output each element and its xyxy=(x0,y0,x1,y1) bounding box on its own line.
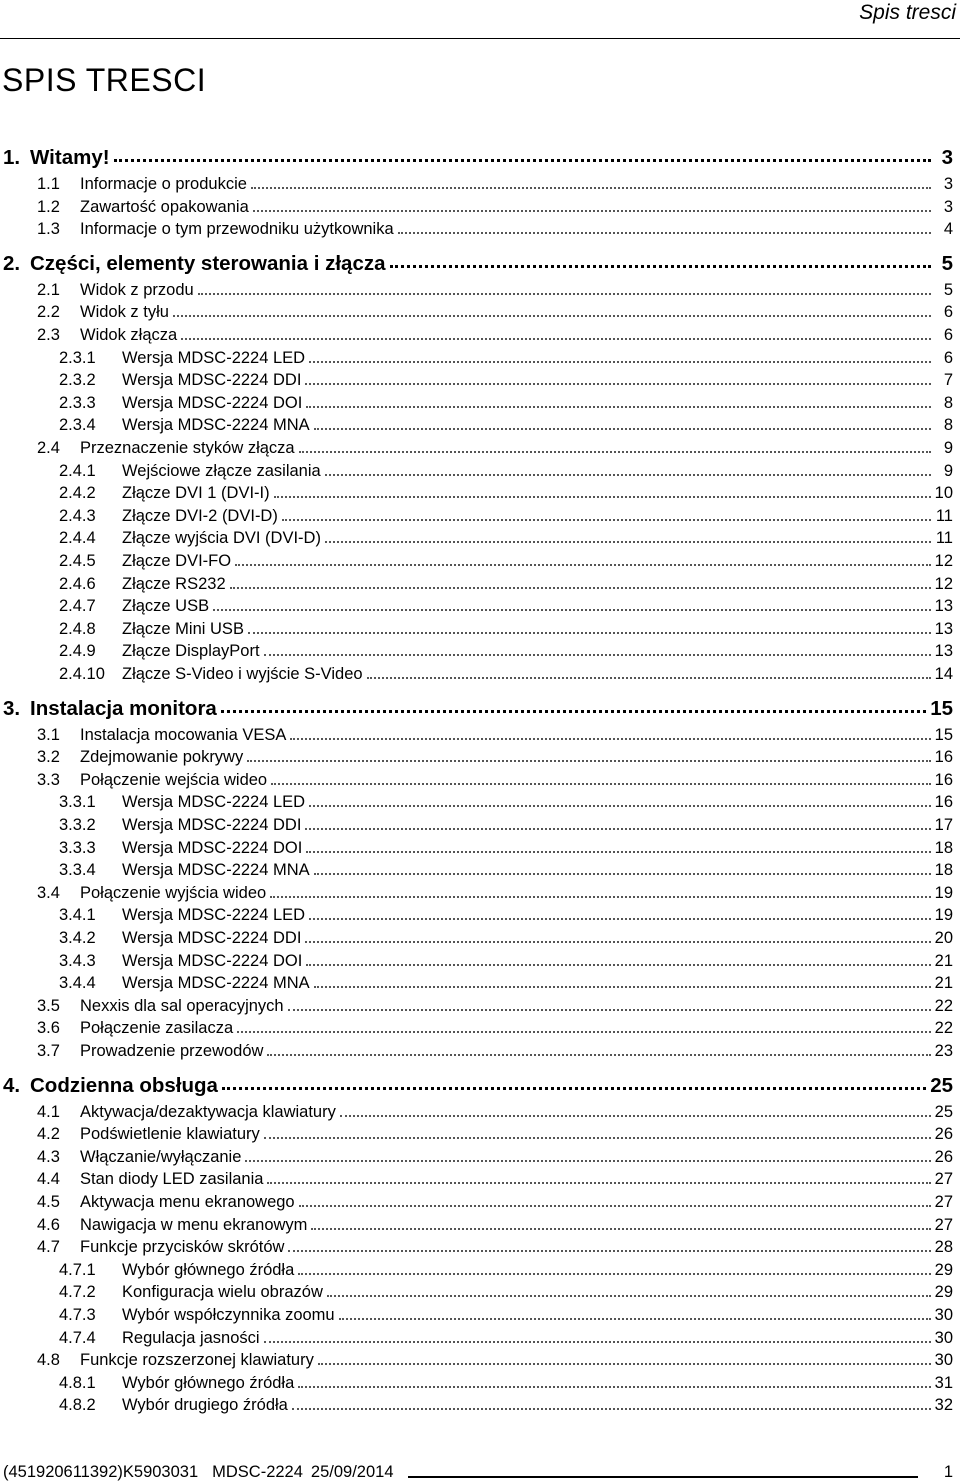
toc-entry-page: 11 xyxy=(935,529,953,548)
toc-dot-leader xyxy=(251,187,931,189)
toc-entry-page: 16 xyxy=(934,748,953,767)
toc-entry-page: 15 xyxy=(934,725,953,744)
toc-entry[interactable] xyxy=(0,926,953,948)
toc-entry-number: 4.3 xyxy=(37,1147,60,1166)
toc-entry-number: 2.4.1 xyxy=(59,461,96,480)
toc-entry[interactable] xyxy=(0,300,953,322)
toc-dot-leader xyxy=(305,828,930,830)
toc-entry-title: Połączenie wyjścia wideo xyxy=(80,883,267,902)
toc-entry-page: 23 xyxy=(934,1042,953,1060)
toc-entry-number: 2.3.1 xyxy=(59,348,96,367)
toc-entry[interactable] xyxy=(0,994,953,1016)
toc-entry-page: 28 xyxy=(934,1238,953,1257)
toc-entry[interactable] xyxy=(0,1258,953,1280)
toc-dot-leader xyxy=(222,1087,926,1090)
toc-entry-title: Aktywacja/dezaktywacja klawiatury xyxy=(80,1102,336,1121)
toc-entry[interactable] xyxy=(0,790,953,812)
toc-dot-leader xyxy=(274,496,931,498)
toc-entry-page: 27 xyxy=(934,1193,953,1211)
toc-entry[interactable] xyxy=(0,504,953,526)
toc-dot-leader xyxy=(213,609,931,611)
footer-page-number: 1 xyxy=(943,1463,953,1481)
toc-entry-number: 3.4.1 xyxy=(59,906,96,925)
toc-entry-page: 5 xyxy=(941,251,953,275)
toc-entry-number: 3.4.2 xyxy=(59,929,96,947)
toc-entry-number: 1.3 xyxy=(37,220,60,239)
toc-entry-number: 4.4 xyxy=(37,1170,60,1189)
toc-entry[interactable] xyxy=(0,858,953,880)
toc-entry-title: Wersja MDSC-2224 DOI xyxy=(122,393,303,412)
toc-chapter-entry[interactable] xyxy=(0,142,953,168)
toc-entry-page: 11 xyxy=(935,506,953,525)
toc-entry-number: 2.4.8 xyxy=(59,619,96,638)
toc-entry-page: 7 xyxy=(943,371,953,390)
toc-entry[interactable] xyxy=(0,172,953,194)
toc-entry[interactable] xyxy=(0,549,953,571)
toc-entry-number: 1. xyxy=(3,146,21,169)
toc-entry[interactable] xyxy=(0,1393,953,1415)
toc-entry[interactable] xyxy=(0,323,953,345)
toc-dot-leader xyxy=(298,1273,930,1275)
toc-entry[interactable] xyxy=(0,346,953,368)
toc-entry-number: 2.4.5 xyxy=(59,552,96,570)
toc-entry-number: 3.6 xyxy=(37,1019,60,1038)
toc-entry-number: 3.3.2 xyxy=(59,816,96,834)
toc-entry-number: 3.3.3 xyxy=(59,838,96,857)
toc-dot-leader xyxy=(318,1363,931,1365)
toc-entry-page: 21 xyxy=(934,974,953,993)
toc-entry-title: Codzienna obsługa xyxy=(30,1073,218,1097)
toc-entry-title: Złącze S-Video i wyjście S-Video xyxy=(122,665,363,683)
toc-entry-title: Instalacja mocowania VESA xyxy=(80,725,287,744)
toc-dot-leader xyxy=(235,564,931,566)
toc-entry-title: Złącze Mini USB xyxy=(122,619,244,638)
toc-entry-title: Informacje o produkcie xyxy=(80,175,247,193)
toc-entry-title: Konfiguracja wielu obrazów xyxy=(122,1283,323,1302)
toc-dot-leader xyxy=(325,474,931,476)
toc-entry-title: Wybór głównego źródła xyxy=(122,1373,295,1392)
toc-entry-page: 6 xyxy=(943,348,953,367)
footer-doc-id: (451920611392)K5903031 xyxy=(3,1463,199,1481)
toc-entry-page: 19 xyxy=(934,883,953,902)
toc-entry-page: 19 xyxy=(934,906,953,925)
toc-dot-leader xyxy=(325,541,931,543)
toc-entry-page: 8 xyxy=(943,393,953,412)
toc-dot-leader xyxy=(314,873,931,875)
toc-entry-page: 26 xyxy=(934,1125,953,1144)
toc-dot-leader xyxy=(173,315,931,317)
toc-entry-number: 4.2 xyxy=(37,1125,60,1144)
toc-entry-page: 13 xyxy=(934,597,953,616)
toc-entry[interactable] xyxy=(0,723,953,745)
toc-entry-title: Złącze RS232 xyxy=(122,574,226,593)
toc-entry-number: 2. xyxy=(3,251,21,275)
toc-entry[interactable] xyxy=(0,949,953,971)
toc-dot-leader xyxy=(267,1182,930,1184)
toc-entry-title: Nawigacja w menu ekranowym xyxy=(80,1215,308,1234)
toc-entry-title: Wybór drugiego źródła xyxy=(122,1396,288,1415)
toc-entry-title: Wersja MDSC-2224 LED xyxy=(122,348,306,367)
toc-dot-leader xyxy=(114,159,931,162)
toc-dot-leader xyxy=(248,632,931,634)
toc-dot-leader xyxy=(264,1137,931,1139)
toc-entry-page: 12 xyxy=(934,552,953,570)
toc-entry-number: 2.3 xyxy=(37,326,60,344)
toc-dot-leader xyxy=(367,677,931,679)
toc-entry[interactable] xyxy=(0,1303,953,1325)
toc-entry-title: Funkcje rozszerzonej klawiatury xyxy=(80,1351,314,1370)
toc-entry-number: 3.1 xyxy=(37,725,60,744)
toc-dot-leader xyxy=(270,896,930,898)
toc-dot-leader xyxy=(271,783,931,785)
toc-entry[interactable] xyxy=(0,903,953,925)
toc-entry-number: 2.1 xyxy=(37,280,60,299)
toc-dot-leader xyxy=(309,918,931,920)
toc-dot-leader xyxy=(245,1160,930,1162)
toc-entry[interactable] xyxy=(0,768,953,790)
toc-dot-leader xyxy=(314,986,931,988)
toc-entry-title: Funkcje przycisków skrótów xyxy=(80,1238,285,1257)
toc-entry-page: 20 xyxy=(934,929,953,947)
toc-entry-number: 4.7.1 xyxy=(59,1260,96,1279)
toc-entry-number: 4.1 xyxy=(37,1102,60,1121)
toc-entry-page: 14 xyxy=(934,665,953,683)
toc-entry[interactable] xyxy=(0,745,953,767)
toc-entry-number: 4.5 xyxy=(37,1193,60,1211)
toc-dot-leader xyxy=(339,1318,931,1320)
footer-model: MDSC-2224 xyxy=(212,1463,303,1481)
toc-dot-leader xyxy=(247,760,930,762)
toc-entry-title: Widok złącza xyxy=(80,326,178,344)
toc-entry[interactable] xyxy=(0,368,953,390)
toc-dot-leader xyxy=(305,941,930,943)
toc-dot-leader xyxy=(292,1408,931,1410)
toc-entry-page: 30 xyxy=(934,1351,953,1370)
toc-entry[interactable] xyxy=(0,195,953,217)
toc-entry-page: 17 xyxy=(934,816,953,834)
toc-entry[interactable] xyxy=(0,278,953,300)
toc-entry-title: Złącze USB xyxy=(122,597,210,616)
toc-entry-title: Przeznaczenie styków złącza xyxy=(80,439,295,457)
toc-dot-leader xyxy=(288,1009,931,1011)
toc-entry-page: 30 xyxy=(934,1306,953,1324)
footer-rule xyxy=(408,1476,918,1478)
toc-entry[interactable] xyxy=(0,1016,953,1038)
toc-dot-leader xyxy=(230,587,931,589)
toc-dot-leader xyxy=(311,1228,930,1230)
toc-entry-number: 4.7.4 xyxy=(59,1328,96,1347)
toc-dot-leader xyxy=(288,1250,930,1252)
toc-dot-leader xyxy=(314,428,931,430)
toc-entry-title: Wersja MDSC-2224 LED xyxy=(122,793,306,812)
toc-entry[interactable] xyxy=(0,1213,953,1235)
toc-dot-leader xyxy=(264,1341,931,1343)
toc-dot-leader xyxy=(253,210,931,212)
toc-entry-title: Wersja MDSC-2224 LED xyxy=(122,906,306,925)
toc-entry-number: 1.2 xyxy=(37,197,60,216)
toc-entry-title: Wersja MDSC-2224 MNA xyxy=(122,974,310,993)
toc-entry[interactable] xyxy=(0,572,953,594)
toc-entry-page: 18 xyxy=(934,861,953,880)
toc-entry-page: 15 xyxy=(930,696,953,720)
toc-entry-title: Połączenie zasilacza xyxy=(80,1019,234,1038)
toc-dot-leader xyxy=(282,519,931,521)
toc-entry-title: Wersja MDSC-2224 DDI xyxy=(122,929,302,947)
toc-entry-number: 2.4.6 xyxy=(59,574,96,593)
toc-entry-title: Nexxis dla sal operacyjnych xyxy=(80,996,284,1015)
toc-entry[interactable] xyxy=(0,481,953,503)
toc-entry[interactable] xyxy=(0,1235,953,1257)
toc-entry-page: 8 xyxy=(943,416,953,435)
toc-entry[interactable] xyxy=(0,391,953,413)
toc-entry-page: 29 xyxy=(934,1260,953,1279)
toc-dot-leader xyxy=(198,293,931,295)
toc-entry-page: 26 xyxy=(934,1147,953,1166)
toc-entry-page: 32 xyxy=(934,1396,953,1415)
toc-entry[interactable] xyxy=(0,1280,953,1302)
toc-entry-number: 3.3.1 xyxy=(59,793,96,812)
toc-entry-page: 27 xyxy=(934,1170,953,1189)
toc-entry-title: Wersja MDSC-2224 DOI xyxy=(122,838,303,857)
toc-entry-page: 16 xyxy=(934,770,953,789)
toc-entry-number: 2.4.7 xyxy=(59,597,96,616)
toc-dot-leader xyxy=(306,406,931,408)
toc-entry-title: Połączenie wejścia wideo xyxy=(80,770,268,789)
toc-entry-number: 4.7.3 xyxy=(59,1306,96,1324)
toc-entry-title: Witamy! xyxy=(30,146,110,169)
toc-entry-page: 16 xyxy=(934,793,953,812)
toc-entry[interactable] xyxy=(0,413,953,435)
footer-date: 25/09/2014 xyxy=(310,1463,394,1481)
header-rule xyxy=(0,38,960,39)
toc-entry-title: Zdejmowanie pokrywy xyxy=(80,748,244,767)
toc-dot-leader xyxy=(306,964,930,966)
toc-entry-number: 2.3.4 xyxy=(59,416,96,435)
toc-entry-number: 2.4.10 xyxy=(59,665,105,683)
toc-entry-number: 3.4.3 xyxy=(59,951,96,970)
toc-entry-number: 2.2 xyxy=(37,303,60,322)
toc-entry-title: Prowadzenie przewodów xyxy=(80,1042,264,1060)
toc-entry-page: 13 xyxy=(934,642,953,661)
toc-chapter-entry[interactable] xyxy=(0,693,953,719)
toc-entry[interactable] xyxy=(0,1348,953,1370)
toc-entry[interactable] xyxy=(0,526,953,548)
toc-dot-leader xyxy=(221,710,926,713)
toc-entry-title: Stan diody LED zasilania xyxy=(80,1170,264,1189)
toc-entry-page: 27 xyxy=(934,1215,953,1234)
toc-entry-number: 2.4.2 xyxy=(59,484,96,503)
toc-dot-leader xyxy=(306,851,930,853)
toc-entry-title: Widok z tyłu xyxy=(80,303,169,322)
toc-entry-title: Złącze DVI-FO xyxy=(122,552,232,570)
toc-entry[interactable] xyxy=(0,1100,953,1122)
toc-entry-page: 3 xyxy=(941,146,953,169)
toc-entry-title: Wersja MDSC-2224 DDI xyxy=(122,816,302,834)
toc-entry-number: 2.4 xyxy=(37,439,60,457)
toc-entry-number: 3.4 xyxy=(37,883,60,902)
toc-entry-number: 3.3 xyxy=(37,770,60,789)
toc-dot-leader xyxy=(398,232,931,234)
toc-entry-number: 4.7 xyxy=(37,1238,60,1257)
toc-entry-number: 3.2 xyxy=(37,748,60,767)
toc-dot-leader xyxy=(309,361,931,363)
toc-entry-title: Podświetlenie klawiatury xyxy=(80,1125,260,1144)
toc-entry-number: 3.3.4 xyxy=(59,861,96,880)
toc-entry-title: Regulacja jasności xyxy=(122,1328,260,1347)
toc-entry-number: 4.8.2 xyxy=(59,1396,96,1415)
toc-entry-number: 3.5 xyxy=(37,996,60,1015)
toc-dot-leader xyxy=(390,265,932,268)
toc-dot-leader xyxy=(299,1205,931,1207)
toc-dot-leader xyxy=(340,1115,931,1117)
toc-entry-number: 1.1 xyxy=(37,175,60,193)
toc-entry-title: Złącze wyjścia DVI (DVI-D) xyxy=(122,529,321,548)
toc-entry-page: 6 xyxy=(943,326,953,344)
toc-entry-title: Złącze DisplayPort xyxy=(122,642,260,661)
toc-entry-title: Wersja MDSC-2224 DOI xyxy=(122,951,303,970)
toc-entry[interactable] xyxy=(0,217,953,239)
toc-entry-page: 18 xyxy=(934,838,953,857)
toc-entry[interactable] xyxy=(0,459,953,481)
toc-entry-number: 4.7.2 xyxy=(59,1283,96,1302)
toc-chapter-entry[interactable] xyxy=(0,248,953,274)
toc-entry-number: 4. xyxy=(3,1073,21,1097)
toc-entry-page: 6 xyxy=(943,303,953,322)
toc-dot-leader xyxy=(305,383,931,385)
toc-entry-title: Wybór współczynnika zoomu xyxy=(122,1306,335,1324)
toc-entry-title: Części, elementy sterowania i złącza xyxy=(30,251,386,275)
toc-entry-title: Wersja MDSC-2224 DDI xyxy=(122,371,302,390)
toc-entry[interactable] xyxy=(0,1190,953,1212)
toc-dot-leader xyxy=(237,1031,930,1033)
toc-entry-page: 30 xyxy=(934,1328,953,1347)
toc-dot-leader xyxy=(299,451,931,453)
toc-entry[interactable] xyxy=(0,881,953,903)
toc-entry-title: Wybór głównego źródła xyxy=(122,1260,295,1279)
toc-entry-page: 21 xyxy=(934,951,953,970)
toc-entry[interactable] xyxy=(0,813,953,835)
toc-entry[interactable] xyxy=(0,1039,953,1061)
toc-dot-leader xyxy=(327,1295,931,1297)
toc-entry[interactable] xyxy=(0,1326,953,1348)
toc-entry-number: 4.8.1 xyxy=(59,1373,96,1392)
running-header: Spis tresci xyxy=(859,1,956,24)
toc-entry-page: 13 xyxy=(934,619,953,638)
toc-entry-page: 3 xyxy=(943,197,953,216)
toc-entry[interactable] xyxy=(0,836,953,858)
toc-entry-page: 9 xyxy=(943,439,953,457)
toc-entry-number: 2.4.9 xyxy=(59,642,96,661)
toc-entry[interactable] xyxy=(0,1167,953,1189)
toc-entry-title: Widok z przodu xyxy=(80,280,194,299)
toc-entry[interactable] xyxy=(0,594,953,616)
toc-entry-page: 31 xyxy=(934,1373,953,1392)
toc-dot-leader xyxy=(298,1386,930,1388)
toc-entry-page: 4 xyxy=(943,220,953,239)
toc-entry-title: Aktywacja menu ekranowego xyxy=(80,1193,295,1211)
toc-dot-leader xyxy=(267,1054,930,1056)
toc-entry-title: Wersja MDSC-2224 MNA xyxy=(122,861,310,880)
toc-entry-page: 25 xyxy=(934,1102,953,1121)
toc-entry-page: 12 xyxy=(934,574,953,593)
toc-entry-page: 22 xyxy=(934,1019,953,1038)
toc-entry-page: 29 xyxy=(934,1283,953,1302)
toc-entry-page: 10 xyxy=(934,484,953,503)
toc-entry-number: 2.4.4 xyxy=(59,529,96,548)
toc-entry-number: 3.7 xyxy=(37,1042,60,1060)
toc-entry-page: 5 xyxy=(943,280,953,299)
toc-entry-number: 3.4.4 xyxy=(59,974,96,993)
toc-entry[interactable] xyxy=(0,1371,953,1393)
toc-entry-title: Włączanie/wyłączanie xyxy=(80,1147,242,1166)
toc-entry-page: 3 xyxy=(943,175,953,193)
toc-entry-number: 4.8 xyxy=(37,1351,60,1370)
toc-dot-leader xyxy=(309,805,931,807)
toc-entry-page: 9 xyxy=(943,461,953,480)
toc-entry[interactable] xyxy=(0,1145,953,1167)
toc-dot-leader xyxy=(181,338,931,340)
toc-entry-title: Złącze DVI 1 (DVI-I) xyxy=(122,484,270,503)
page-footer xyxy=(0,1458,953,1482)
toc-entry-number: 2.3.2 xyxy=(59,371,96,390)
toc-entry[interactable] xyxy=(0,971,953,993)
toc-dot-leader xyxy=(290,738,930,740)
toc-entry-page: 22 xyxy=(934,996,953,1015)
page-title: SPIS TRESCI xyxy=(2,62,207,98)
toc-entry[interactable] xyxy=(0,436,953,458)
toc-entry-title: Instalacja monitora xyxy=(30,696,217,720)
toc-entry-title: Informacje o tym przewodniku użytkownika xyxy=(80,220,394,239)
toc-entry[interactable] xyxy=(0,662,953,684)
toc-entry[interactable] xyxy=(0,1122,953,1144)
toc-entry[interactable] xyxy=(0,639,953,661)
toc-entry-title: Zawartość opakowania xyxy=(80,197,249,216)
toc-entry-title: Wejściowe złącze zasilania xyxy=(122,461,321,480)
toc-entry-number: 2.3.3 xyxy=(59,393,96,412)
toc-chapter-entry[interactable] xyxy=(0,1070,953,1096)
toc-entry-title: Wersja MDSC-2224 MNA xyxy=(122,416,310,435)
toc-entry-title: Złącze DVI-2 (DVI-D) xyxy=(122,506,278,525)
toc-entry[interactable] xyxy=(0,617,953,639)
toc-entry-page: 25 xyxy=(930,1073,953,1097)
toc-entry-number: 2.4.3 xyxy=(59,506,96,525)
toc-entry-number: 3. xyxy=(3,696,21,720)
toc-dot-leader xyxy=(264,654,931,656)
toc-entry-number: 4.6 xyxy=(37,1215,60,1234)
